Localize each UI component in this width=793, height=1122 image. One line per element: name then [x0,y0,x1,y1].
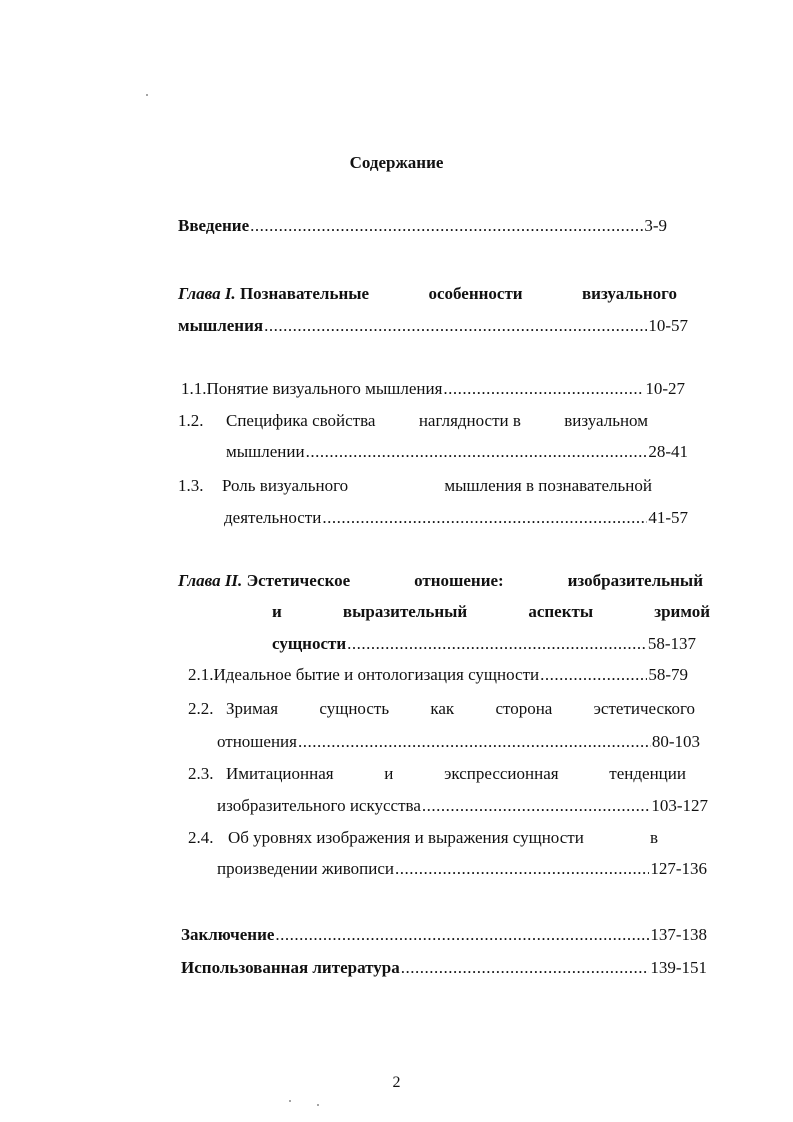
section-pages: 10-27 [645,379,685,398]
toc-chapter1-heading[interactable] [178,282,677,306]
section-title: визуальном [564,411,648,430]
toc-literature-label: Использованная литература [181,958,400,977]
chapter2-tail: сущности [272,634,347,653]
dot-leader [401,956,650,980]
section-title: сущность [319,699,390,718]
toc-section-1-1[interactable] [181,377,685,401]
section-title: наглядности в [418,411,521,430]
chapter2-word: зримой [654,602,710,621]
dot-leader [264,314,647,338]
chapter2-word: аспекты [528,602,594,621]
chapter1-tail: мышления [178,316,264,335]
toc-literature[interactable] [181,956,707,980]
section-number: 1.3. [178,476,204,495]
dot-leader [306,440,648,464]
section-number: 1.1. [181,379,207,398]
toc-section-1-3-cont[interactable] [224,506,688,530]
toc-chapter1[interactable] [178,314,688,338]
section-title: Идеальное бытие и онтологизация сущности [213,665,540,684]
section-title: как [430,699,455,718]
section-number: 1.2. [178,411,204,430]
section-pages: 28-41 [648,442,688,461]
dot-leader [347,632,647,656]
toc-section-2-3-cont[interactable] [217,794,708,818]
dot-leader [422,794,650,818]
toc-conclusion[interactable] [181,923,707,947]
chapter1-word: особенности [428,284,523,303]
toc-section-2-4[interactable] [188,826,658,850]
section-title: Об уровнях изображения и выражения сущности [228,828,584,847]
page-title: Содержание [349,153,444,172]
dot-leader [275,923,649,947]
section-pages: 41-57 [648,508,688,527]
chapter1-word: Познавательные [239,284,370,303]
toc-section-2-2-cont[interactable] [217,730,700,754]
toc-section-2-4-cont[interactable] [217,857,707,881]
section-title: Понятие визуального мышления [206,379,443,398]
section-title: деятельности [224,508,322,527]
section-title: Зримая [226,699,279,718]
section-number: 2.3. [188,764,214,783]
section-number: 2.2. [188,699,214,718]
chapter2-word: и [272,602,282,621]
scan-speck [146,94,148,96]
section-title: Специфика свойства [226,411,376,430]
section-title: экспрессионная [444,764,559,783]
section-pages: 80-103 [651,732,700,751]
toc-literature-pages: 139-151 [650,958,707,977]
chapter1-word: визуального [581,284,677,303]
dot-leader [250,214,643,238]
toc-conclusion-label: Заключение [181,925,275,944]
section-title: эстетического [593,699,695,718]
toc-chapter2-heading-cont[interactable] [272,600,710,624]
toc-intro-pages: 3-9 [644,216,667,235]
toc-section-2-2[interactable] [188,697,695,721]
section-title: сторона [495,699,553,718]
section-number: 2.4. [188,828,214,847]
section-title: тенденции [609,764,686,783]
chapter2-prefix: Глава II. [178,571,243,590]
page-number: 2 [392,1074,401,1091]
section-title: произведении живописи [217,859,394,878]
section-title: Роль визуального [222,476,349,495]
toc-section-1-3[interactable] [178,474,652,498]
scan-speck [289,1100,291,1102]
toc-intro[interactable] [178,214,667,238]
section-title: мышления в познавательной [444,476,652,495]
chapter2-word: отношение: [414,571,504,590]
chapter1-pages: 10-57 [648,316,688,335]
toc-section-2-3[interactable] [188,762,686,786]
section-pages: 58-79 [648,665,688,684]
section-pages: 103-127 [651,796,708,815]
dot-leader [298,730,651,754]
toc-chapter2[interactable] [272,632,696,656]
toc-chapter2-heading[interactable] [178,569,703,593]
toc-intro-label: Введение [178,216,250,235]
dot-leader [322,506,647,530]
section-title: в [649,828,658,847]
chapter2-word: выразительный [342,602,468,621]
section-pages: 127-136 [650,859,707,878]
chapter2-word: Эстетическое [246,571,351,590]
toc-section-1-2-cont[interactable] [226,440,688,464]
section-number: 2.1. [188,665,214,684]
section-title: отношения [217,732,297,751]
chapter1-prefix: Глава I. [178,284,236,303]
toc-conclusion-pages: 137-138 [650,925,707,944]
toc-section-2-1[interactable] [188,663,688,687]
chapter2-word: изобразительный [567,571,703,590]
dot-leader [443,377,644,401]
section-title: мышлении [226,442,305,461]
scan-speck [317,1104,319,1106]
toc-section-1-2[interactable] [178,409,648,433]
dot-leader [540,663,647,687]
section-title: Имитационная [226,764,334,783]
chapter2-pages: 58-137 [647,634,696,653]
section-title: и [384,764,394,783]
dot-leader [395,857,649,881]
section-title: изобразительного искусства [217,796,421,815]
